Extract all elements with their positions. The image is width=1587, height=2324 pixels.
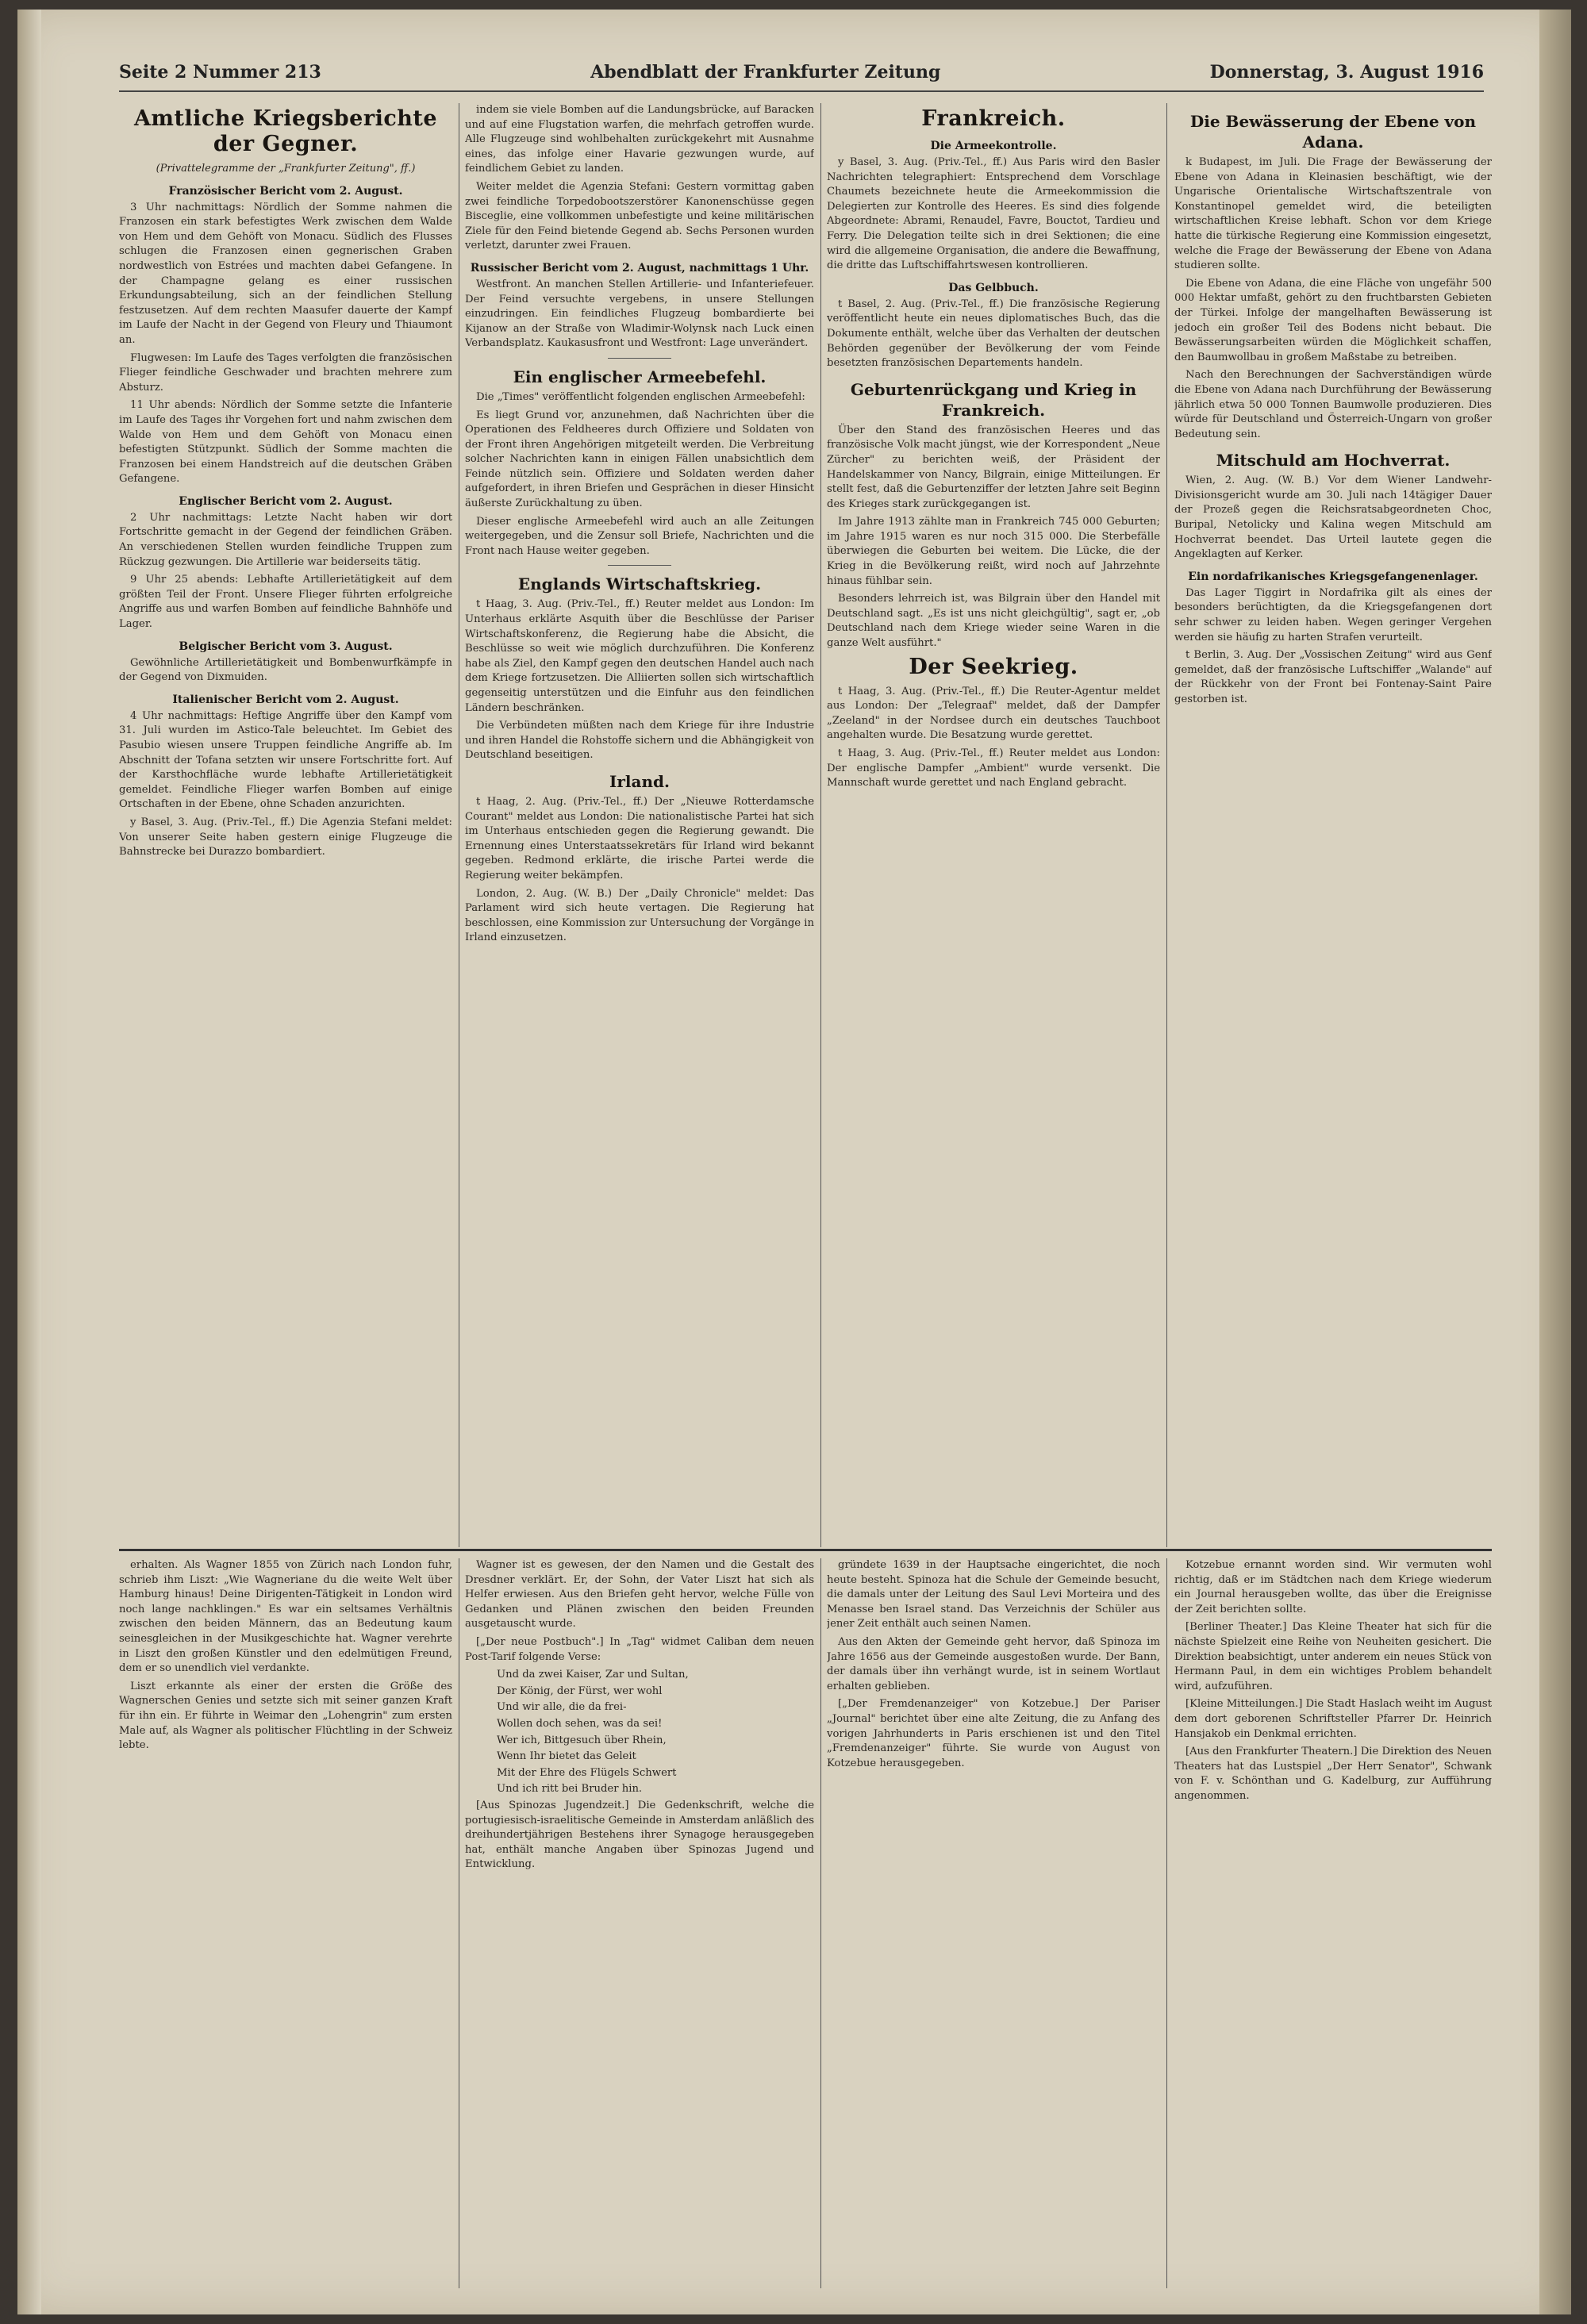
paragraph: Wagner ist es gewesen, der den Namen und die Gestalt des Dresdner verklärt. Er, der Sohn, der Vater Liszt hat sich als Helfer erwiesen. Aus den Briefen geht hervor, welche Fülle von Gedanken und Plänen zwischen den beiden Freunden ausgetauscht wurde. [465, 1559, 814, 1631]
paragraph: Gewöhnliche Artillerietätigkeit und Bombenwurfkämpfe in der Gegend von Dixmuiden. [119, 656, 452, 684]
article-title: Mitschuld am Hochverrat. [1216, 451, 1451, 471]
paragraph: [Berliner Theater.] Das Kleine Theater hat sich für die nächste Spielzeit eine Reihe von Neuheiten gesichert. Die Direktion beabsichtigt, unter anderem ein neues Stück von Hermann Paul, in dem ein wichtiges Problem behandelt wird, aufzuführen. [1174, 1621, 1492, 1692]
paragraph: Weiter meldet die Agenzia Stefani: Gestern vormittag gaben zwei feindliche Torpedobootszerstörer Kanonenschüsse gegen Bisceglie, eine vollkommen unbefestigte und keine militärischen Ziele für den Feind bietende Gegend ab. Sechs Personen wurden verletzt, darunter zwei Frauen. [465, 180, 814, 252]
section-title: Frankreich. [921, 106, 1066, 131]
paragraph: Kotzebue ernannt worden sind. Wir vermuten wohl richtig, daß er im Städtchen nach dem Kriege wiederum ein Journal herausgeben wollte, das über die Ereignisse der Zeit berichten sollte. [1174, 1559, 1492, 1615]
paragraph: Flugwesen: Im Laufe des Tages verfolgten die französischen Flieger feindliche Geschwader und brachten mehrere zum Absturz. [119, 351, 452, 394]
separator [608, 358, 671, 359]
article-title: Irland. [609, 771, 670, 791]
paragraph: Im Jahre 1913 zählte man in Frankreich 745 000 Geburten; im Jahre 1915 waren es nur noch 315 000. Die Sterbefälle überwiegen die Geburten bei weitem. Die Lücke, die der Krieg in die Bevölkerung reißt, wird noch auf Jahrzehnte hinaus fühlbar sein. [827, 516, 1160, 587]
article-title: Ein englischer Armeebefehl. [513, 367, 767, 386]
column-divider [1166, 1558, 1167, 2288]
poem-line: Der König, der Fürst, wer wohl [497, 1684, 663, 1697]
feuilleton-column [827, 1558, 1160, 2288]
paragraph: y Basel, 3. Aug. (Priv.-Tel., ff.) Aus Paris wird den Basler Nachrichten telegraphiert: Entsprechend dem Vorschlage Chaumets bezeichnete heute die Armeekommission die Delegierten zur Kontrolle des Heeres. Es sind dies folgende Abgeordnete: Abrami, Renaudel, Favre, Bouctot, Tardieu und Ferry. Die Delegation teilte sich in drei Sektionen; die eine wird die allgemeine Organisation, die andere die Bewaffnung, die dritte das Luftschiffahrtswesen kontrollieren. [827, 156, 1160, 272]
paragraph: Über den Stand des französischen Heeres und das französische Volk macht jüngst, wie der Korrespondent „Neue Zürcher" zu berichten weiß, der Präsident der Handelskammer von Nancy, Bilgrain, einige Mitteilungen. Er stellt fest, daß die Geburtenziffer der letzten Jahre seit Beginn des Krieges stark zurückgegangen ist. [827, 424, 1160, 510]
paragraph: Die „Times" veröffentlicht folgenden englischen Armeebefehl: [476, 390, 805, 403]
page-fold-strip [1539, 10, 1571, 2314]
article-title: Englands Wirtschaftskrieg. [517, 574, 762, 594]
paragraph: [„Der Fremdenanzeiger" von Kotzebue.] Der Pariser „Journal" berichtet über eine alte Zeitung, die zu Anfang des vorigen Jahrhunderts in Paris erschienen ist und den Titel „Fremdenanzeiger" führte. Sie wurde von August von Kotzebue herausgegeben. [827, 1698, 1160, 1769]
poem-line: Mit der Ehre des Flügels Schwert [497, 1766, 677, 1779]
paragraph: k Budapest, im Juli. Die Frage der Bewässerung der Ebene von Adana in Kleinasien beschäftigt, wie der Ungarische Orientalische Wirtschaftszentrale von Konstantinopel gemeldet wird, die beteiligten wirtschaftlichen Kreise lebhaft. Schon vor dem Kriege hatte die türkische Regierung eine Kommission eingesetzt, welche die Frage der Bewässerung der Ebene von Adana studieren sollte. [1174, 156, 1492, 272]
paragraph: Wien, 2. Aug. (W. B.) Vor dem Wiener Landwehr-Divisionsgericht wurde am 30. Juli nach 14tägiger Dauer der Prozeß gegen die Reichsratsabgeordneten Choc, Buripal, Netolicky und Kalina wegen Mitschuld am Hochverrat beendet. Das Urteil lautete gegen die Angeklagten auf Kerker. [1174, 474, 1492, 561]
paragraph: Aus den Akten der Gemeinde geht hervor, daß Spinoza im Jahre 1656 aus der Gemeinde ausgestoßen wurde. Der Bann, der damals über ihn verhängt wurde, ist in seinem Wortlaut erhalten geblieben. [827, 1635, 1160, 1692]
section-title: Amtliche Kriegsberichte der Gegner. [133, 106, 438, 156]
section-subtitle: (Privattelegramme der „Frankfurter Zeitung", ff.) [156, 163, 416, 175]
paragraph: y Basel, 3. Aug. (Priv.-Tel., ff.) Die Agenzia Stefani meldet: Von unserer Seite haben gestern einige Flugzeuge die Bahnstrecke bei Durazzo bombardiert. [119, 816, 452, 859]
poem-line: Wollen doch sehen, was da sei! [497, 1717, 663, 1730]
issue-date: Donnerstag, 3. August 1916 [1209, 62, 1484, 83]
report-heading: Englischer Bericht vom 2. August. [179, 494, 393, 508]
page-binding-edge [17, 10, 41, 2314]
feuilleton-column [465, 1558, 814, 2288]
column-miscellaneous [1174, 103, 1492, 1547]
paragraph: t Haag, 3. Aug. (Priv.-Tel., ff.) Die Reuter-Agentur meldet aus London: Der „Telegraaf" meldet, daß der Dampfer „Zeeland" in der Nordsee durch ein deutsches Tauchboot angehalten wurde. Die Besatzung wurde gerettet. [827, 685, 1160, 742]
paragraph: erhalten. Als Wagner 1855 von Zürich nach London fuhr, schrieb ihm Liszt: „Wie Wagneriane du die weite Welt über Hamburg hinaus! Deine Dirigenten-Tätigkeit in London wird noch lange nachklingen." Es war ein seltsames Verhältnis zwischen den beiden Männern, das an Bedeutung kaum seinesgleichen in der Musikgeschichte hat. Wagner verehrte in Liszt den großen Künstler und den edelmütigen Freund, dem er so unendlich viel verdankte. [119, 1559, 452, 1675]
poem-line: Und ich ritt bei Bruder hin. [497, 1783, 643, 1796]
column-divider [820, 103, 821, 1547]
paragraph: t Haag, 3. Aug. (Priv.-Tel., ff.) Reuter meldet aus London: Der englische Dampfer „Ambient" wurde versenkt. Die Mannschaft wurde gerettet und nach England gebracht. [827, 747, 1160, 789]
poem [465, 1668, 814, 1797]
paragraph: [„Der neue Postbuch".] In „Tag" widmet Caliban dem neuen Post-Tarif folgende Verse: [465, 1635, 814, 1663]
paragraph: Es liegt Grund vor, anzunehmen, daß Nachrichten über die Operationen des Feldheeres durch Offiziere und Soldaten von der Front ihren Angehörigen mitgeteilt werden. Die Verbreitung solcher Nachrichten kann in einigen Fällen unabsichtlich dem Feinde nützlich sein. Offiziere und Soldaten werden daher aufgefordert, in ihren Briefen und Gesprächen in dieser Hinsicht äußerste Zurückhaltung zu üben. [465, 409, 814, 510]
feuilleton-column [1174, 1558, 1492, 2288]
poem-line: Wenn Ihr bietet das Geleit [497, 1750, 636, 1763]
paragraph: t Basel, 2. Aug. (Priv.-Tel., ff.) Die französische Regierung veröffentlicht heute ein neues diplomatisches Buch, das die Dokumente enthält, welche über das Verhalten der deutschen Behörden gegenüber der Bevölkerung der vom Feinde besetzten französischen Departements handeln. [827, 298, 1160, 370]
poem-line: Und da zwei Kaiser, Zar und Sultan, [497, 1669, 689, 1681]
report-heading: Belgischer Bericht vom 3. August. [179, 640, 393, 653]
paragraph: Die Verbündeten müßten nach dem Kriege für ihre Industrie und ihren Handel die Rohstoffe sichern und die Abhängigkeit von Deutschland beseitigen. [465, 720, 814, 762]
report-heading: Die Armeekontrolle. [930, 140, 1057, 152]
paragraph: [Aus Spinozas Jugendzeit.] Die Gedenkschrift, welche die portugiesisch-israelitische Gemeinde in Amsterdam anläßlich des dreihundertjährigen Bestehens ihrer Synagoge herausgegeben hat, enthält manche Angaben über Spinozas Jugend und Entwicklung. [465, 1799, 814, 1871]
paragraph: 2 Uhr nachmittags: Letzte Nacht haben wir dort Fortschritte gemacht in der Gegend der feindlichen Gräben. An verschiedenen Stellen wurden feindliche Truppen zum Rückzug gezwungen. Die Artillerie war beiderseits tätig. [119, 511, 452, 568]
paragraph: Dieser englische Armeebefehl wird auch an alle Zeitungen weitergegeben, und die Zensur soll Briefe, Nachrichten und die Front nach Hause weiter gegeben. [465, 515, 814, 557]
poem-line: Und wir alle, die da frei- [497, 1701, 627, 1714]
paragraph: indem sie viele Bomben auf die Landungsbrücke, auf Baracken und auf eine Flugstation warfen, die mehrfach getroffen wurde. Alle Flugzeuge sind wohlbehalten zurückgekehrt mit Ausnahme eines, das infolge einer Havarie gezwungen wurde, auf feindlichem Gebiet zu landen. [465, 104, 814, 175]
paragraph: Nach den Berechnungen der Sachverständigen würde die Ebene von Adana nach Durchführung der Bewässerung jährlich etwa 50 000 Tonnen Baumwolle produzieren. Dies würde für Deutschland und Österreich-Ungarn von großer Bedeutung sein. [1174, 369, 1492, 440]
feuilleton-divider [119, 1549, 1492, 1551]
report-heading: Französischer Bericht vom 2. August. [168, 184, 403, 198]
report-heading: Ein nordafrikanisches Kriegsgefangenenlager. [1188, 570, 1478, 583]
masthead [119, 62, 1484, 92]
paragraph: Liszt erkannte als einer der ersten die Größe des Wagnerschen Genies und setzte sich mit seiner ganzen Kraft für ihn ein. Er führte in Weimar den „Lohengrin" zum ersten Male auf, als Wagner als politischer Flüchtling in der Schweiz lebte. [119, 1680, 452, 1752]
separator [608, 565, 671, 566]
paragraph: t Berlin, 3. Aug. Der „Vossischen Zeitung" wird aus Genf gemeldet, daß der französische Luftschiffer „Walande" auf der Rückkehr von der Front bei Fontenay-Saint Paire gestorben ist. [1174, 649, 1492, 705]
paragraph: Besonders lehrreich ist, was Bilgrain über den Handel mit Deutschland sagt. „Es ist uns nicht gleichgültig", sagt er, „ob Deutschland nach dem Kriege wieder seine Waren in die ganze Welt ausführt." [827, 593, 1160, 650]
paragraph: 4 Uhr nachmittags: Heftige Angriffe über den Kampf vom 31. Juli wurden im Astico-Tale beleuchtet. Im Gebiet des Pasubio wiesen unsere Truppen feindliche Angriffe ab. Im Abschnitt der Tofana setzten wir unsere Fortschritte fort. Auf der Karsthochfläche wurde lebhafte Artillerietätigkeit gemeldet. Feindliche Flieger warfen Bomben auf einige Ortschaften in der Ebene, ohne Schaden anzurichten. [119, 709, 452, 811]
paragraph: Die Ebene von Adana, die eine Fläche von ungefähr 500 000 Hektar umfaßt, gehört zu den fruchtbarsten Gebieten der Türkei. Infolge der mangelhaften Bewässerung ist jedoch ein großer Teil des Bodens nicht bebaut. Die Bewässerungsarbeiten würden die Möglichkeit schaffen, den Baumwollbau in großem Maßstabe zu betreiben. [1174, 277, 1492, 363]
paragraph: London, 2. Aug. (W. B.) Der „Daily Chronicle" meldet: Das Parlament wird sich heute vertagen. Die Regierung hat beschlossen, eine Kommission zur Untersuchung der Vorgänge in Irland einzusetzen. [465, 887, 814, 944]
column-france [827, 103, 1160, 1547]
page-number: Seite 2 Nummer 213 [119, 62, 321, 83]
feuilleton-column [119, 1558, 452, 2288]
column-divider [820, 1558, 821, 2288]
column-war-reports [119, 103, 452, 1547]
paragraph: 9 Uhr 25 abends: Lebhafte Artillerietätigkeit auf dem größten Teil der Front. Unsere Flieger führten erfolgreiche Angriffe aus und warfen Bomben auf feindliche Bahnhöfe und Lager. [119, 574, 452, 631]
paragraph: Das Lager Tiggirt in Nordafrika gilt als eines der besonders berüchtigten, da die Kriegsgefangenen dort sehr schwer zu leiden haben. Wegen geringer Vergehen werden sie häufig zu harten Strafen verurteilt. [1174, 586, 1492, 643]
report-heading: Italienischer Bericht vom 2. August. [172, 693, 399, 706]
report-heading: Russischer Bericht vom 2. August, nachmittags 1 Uhr. [470, 261, 809, 275]
paragraph: 3 Uhr nachmittags: Nördlich der Somme nahmen die Franzosen ein stark befestigtes Werk zwischen dem Walde von Hem und dem Gehöft von Monacu. Südlich des Flusses schlugen die Franzosen einen gegnerischen Graben nordwestlich von Estrées und machten dabei Gefangene. In der Champagne gelang es einer russischen Erkundungsabteilung, sich an der feindlichen Stellung festzusetzen. Auf dem rechten Maasufer dauerte der Kampf im Laufe der Nacht in der Gegend von Fleury und Thiaumont an. [119, 201, 452, 346]
poem-line: Wer ich, Bittgesuch über Rhein, [497, 1734, 667, 1746]
section-title: Der Seekrieg. [909, 654, 1078, 679]
paragraph: t Haag, 2. Aug. (Priv.-Tel., ff.) Der „Nieuwe Rotterdamsche Courant" meldet aus London: Die nationalistische Partei hat sich im Unterhaus entschieden gegen die Regierung gewandt. Die Ernennung eines Unterstaatssekretärs für Irland wird bekannt gegeben. Redmond erklärte, die irische Partei werde die Regierung weiter bekämpfen. [465, 795, 814, 882]
paragraph: t Haag, 3. Aug. (Priv.-Tel., ff.) Reuter meldet aus London: Im Unterhaus erklärte Asquith über die Beschlüsse der Pariser Wirtschaftskonferenz, die Regierung habe die Absicht, die Beschlüsse so weit wie möglich durchzuführen. Die Konferenz habe als Ziel, den Kampf gegen den deutschen Handel auch nach dem Kriege fortzusetzen. Die Alliierten sollen sich wirtschaftlich gegenseitig unterstützen und die Einfuhr aus den feindlichen Ländern beschränken. [465, 598, 814, 714]
column-continued-reports [465, 103, 814, 1547]
report-heading: Das Gelbbuch. [948, 281, 1039, 294]
paper-title: Abendblatt der Frankfurter Zeitung [590, 62, 941, 83]
paragraph: 11 Uhr abends: Nördlich der Somme setzte die Infanterie im Laufe des Tages ihr Vorgehen fort und nahm zwischen dem Walde von Hem und dem Gehöft von Monacu einen befestigten Stützpunkt. Südlich der Somme machten die Franzosen bei einem Handstreich auf die deutschen Gräben Gefangene. [119, 399, 452, 486]
article-title: Geburtenrückgang und Krieg in Frankreich. [850, 379, 1137, 420]
article-title: Die Bewässerung der Ebene von Adana. [1189, 112, 1477, 152]
paragraph: Westfront. An manchen Stellen Artillerie- und Infanteriefeuer. Der Feind versuchte vergebens, in unsere Stellungen einzudringen. Ein feindliches Flugzeug bombardierte bei Kijanow an der Straße von Wladimir-Wolynsk nach Luck einen Verbandsplatz. Kaukasusfront und Westfront: Lage unverändert. [465, 278, 814, 350]
paragraph: gründete 1639 in der Hauptsache eingerichtet, die noch heute besteht. Spinoza hat die Schule der Gemeinde besucht, die damals unter der Leitung des Saul Levi Morteira und des Menasse ben Israel stand. Das Verzeichnis der Schüler aus jener Zeit enthält auch seinen Namen. [827, 1559, 1160, 1631]
paragraph: [Aus den Frankfurter Theatern.] Die Direktion des Neuen Theaters hat das Lustspiel „Der Herr Senator", Schwank von F. v. Schönthan und G. Kadelburg, zur Aufführung angenommen. [1174, 1746, 1492, 1802]
paragraph: [Kleine Mitteilungen.] Die Stadt Haslach weiht im August dem dort geborenen Schriftsteller Pfarrer Dr. Heinrich Hansjakob ein Denkmal errichten. [1174, 1698, 1492, 1740]
column-divider [1166, 103, 1167, 1547]
